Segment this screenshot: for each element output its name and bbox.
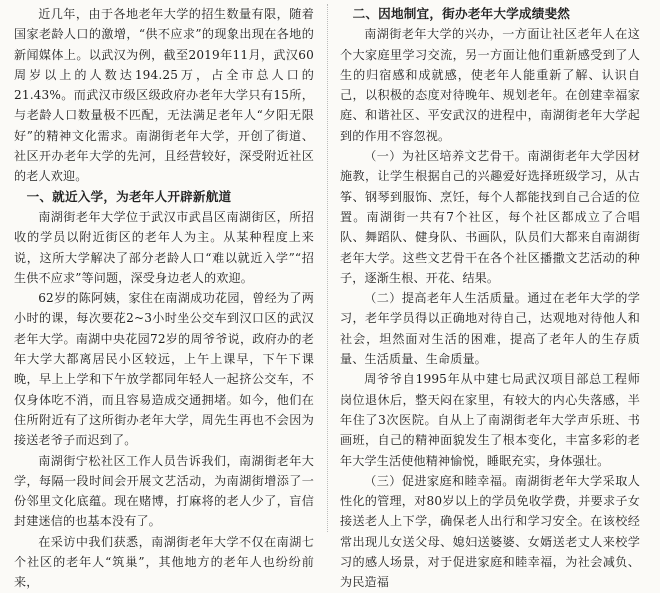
left-column [14,4,314,593]
intro-paragraph: 近几年，由于各地老年大学的招生数量有限，随着国家老龄人口的激增，“供不应求”的现象出现在各地的新闻媒体上。以武汉为例，截至2019年11月，武汉60周岁以上的人数达194.25万，占全市总人口的21.43%。而武汉市级区级政府办老年大学只有15所，与老龄人口数量极不匹配，无法满足老年人“夕阳无限好”的精神文化需求。南湖街老年大学，开创了街道、社区开办老年大学的先河，且经营较好，深受附近社区的老人欢迎。 [14,7,314,184]
right-column [340,4,640,593]
section1-paragraph-1: 南湖街老年大学位于武汉市武昌区南湖街区，所招收的学员以附近街区的老年人为主。从某种程度上来说，这所大学解决了部分老龄人口“难以就近入学”“招生供不应求”等问题，深受身边老人的欢迎。 [14,209,314,285]
column-divider [327,4,328,532]
section2-item-3: （三）促进家庭和睦幸福。南湖街老年大学采取人性化的管理，对80岁以上的学员免收学费，并要求子女接送老人上下学，确保老人出行和学习安全。在该校经常出现儿女送父母、媳妇送婆婆、女婿送老丈人来校学习的感人场景，对于促进家庭和睦幸福，为社会减负、为民造福 [340,473,640,590]
section1-paragraph-2: 62岁的陈阿姨，家住在南湖成功花园，曾经为了两小时的课，每次要花2~3小时坐公交车到汉口区的武汉老年大学。南湖中央花园72岁的周爷爷说，政府办的老年大学大都离居民小区较远，上午上课早，下午下课晚，早上上学和下午放学都同年轻人一起挤公交车，不仅身体吃不消，而且容易造成交通拥堵。如今，他们在住所附近有了这所街办老年大学，周先生再也不会因为接送老爷子而迟到了。 [14,291,314,448]
section2-item-1: （一）为社区培养文艺骨干。南湖街老年大学因材施教，让学生根据自己的兴趣爱好选择班级学习，从古筝、钢琴到服饰、烹饪，每个人都能找到自己合适的位置。南湖街一共有7个社区，每个社区都成立了合唱队、舞蹈队、健身队、书画队，队员们大都来自南湖街老年大学。这些文艺骨干在各个社区播撒文艺活动的种子，逐渐生根、开花、结果。 [340,149,640,285]
section2-heading: 二、因地制宜，街办老年大学成绩斐然 [352,6,571,21]
section1-paragraph-4: 在采访中我们获悉，南湖街老年大学不仅在南湖七个社区的老年人“筑巢”，其他地方的老年人也纷纷前来， [14,534,314,590]
section2-item-2: （二）提高老年人生活质量。通过在老年大学的学习，老年学员得以正确地对待自己，达观地对待他人和社会，坦然面对生活的困难，提高了老年人的生存质量、生活质量、生命质量。 [340,291,640,367]
section2-item-2-example: 周爷爷自1995年从中建七局武汉项目部总工程师岗位退休后，整天闷在家里，有较大的内心失落感，半年住了3次医院。自从上了南湖街老年大学声乐班、书画班，自己的精神面貌发生了根本变化，丰富多彩的老年大学生活使他精神愉悦，睡眠充实，身体强壮。 [340,372,640,468]
section1-heading: 一、就近入学，为老年人开辟新航道 [26,188,232,204]
section2-intro: 南湖街老年大学的兴办，一方面让社区老年人在这个大家庭里学习交流，另一方面让他们重新感受到了人生的归宿感和成就感，使老年人能重新了解、认识自己，以积极的态度对待晚年、规划老年。在创建幸福家庭、和谐社区、平安武汉的进程中，南湖街老年大学起到的作用不容忽视。 [340,27,640,143]
section1-paragraph-3: 南湖街宁松社区工作人员告诉我们，南湖街老年大学，每隔一段时间会开展文艺活动，为南湖街增添了一份邻里文化底蕴。现在赌博，打麻将的老人少了，盲信封建迷信的也基本没有了。 [14,453,314,529]
